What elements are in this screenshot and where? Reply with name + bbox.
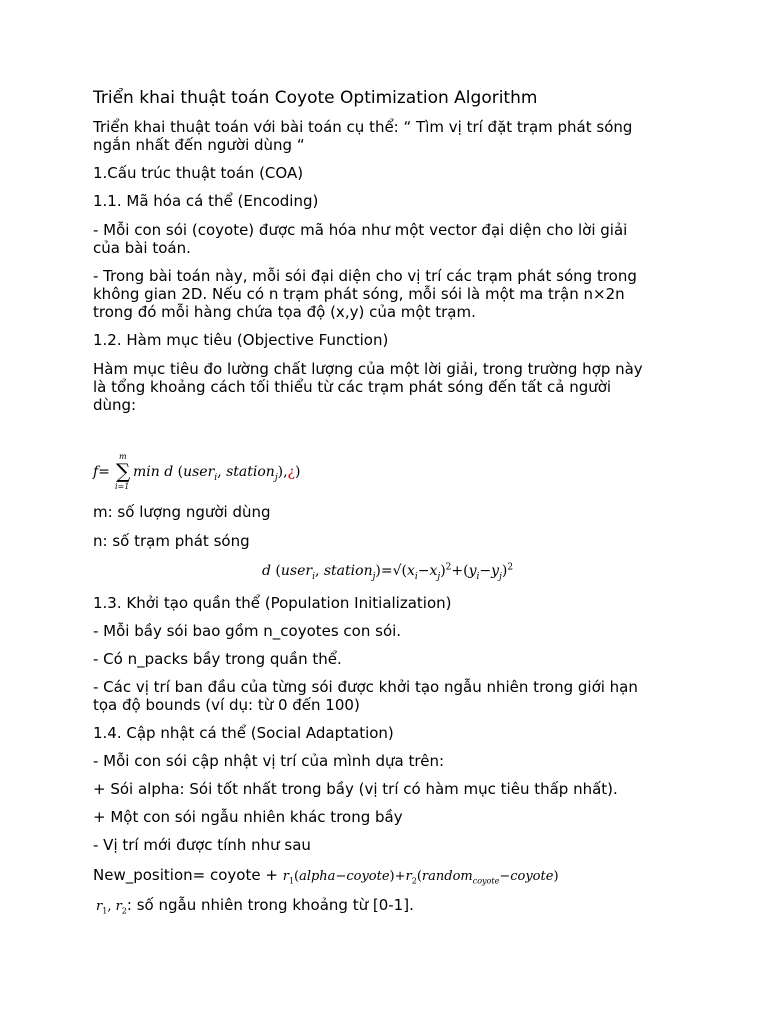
heading-1-3: 1.3. Khởi tạo quần thể (Population Initialization)	[93, 594, 452, 612]
paragraph-encoding-line-1: - Mỗi con sói (coyote) được mã hóa như một vector đại diện cho lời giải	[93, 221, 628, 239]
bullet-update: - Mỗi con sói cập nhật vị trí của mình dựa trên:	[93, 752, 445, 770]
r-definition: $r_1$, $r_2$: số ngẫu nhiên trong khoảng từ [0-1].	[96, 896, 414, 916]
bullet-random: + Một con sói ngẫu nhiên khác trong bầy	[93, 808, 403, 826]
heading-1-2: 1.2. Hàm mục tiêu (Objective Function)	[93, 331, 389, 349]
bullet-init-line-2: tọa độ bounds (ví dụ: từ 0 đến 100)	[93, 696, 360, 714]
sum-lower-limit: i=1	[115, 482, 130, 491]
bullet-init-line-1: - Các vị trí ban đầu của từng sói được khởi tạo ngẫu nhiên trong giới hạn	[93, 678, 638, 696]
heading-1-4: 1.4. Cập nhật cá thể (Social Adaptation)	[93, 724, 394, 742]
objective-function-formula	[93, 452, 413, 492]
paragraph-2d-line-2: không gian 2D. Nếu có n trạm phát sóng, mỗi sói là một ma trận n×2n	[93, 285, 625, 303]
n-definition: n: số trạm phát sóng	[93, 532, 250, 550]
formula-red-glyph: ¿	[287, 464, 296, 480]
paragraph-2d-line-1: - Trong bài toán này, mỗi sói đại diện cho vị trí các trạm phát sóng trong	[93, 267, 637, 285]
sum-upper-limit: m	[119, 452, 127, 461]
intro-line-2: ngắn nhất đến người dùng “	[93, 136, 305, 154]
intro-line-1: Triển khai thuật toán với bài toán cụ thể: “ Tìm vị trí đặt trạm phát sóng	[93, 118, 633, 136]
bullet-new-position: - Vị trí mới được tính như sau	[93, 836, 311, 854]
bullet-pack-count: - Có n_packs bầy trong quần thể.	[93, 650, 342, 668]
distance-formula: d (user$_i$, $station_j)=√(x_i-x_j)^2+(y_i-y_j)^2$	[262, 562, 514, 582]
formula-f: f=	[93, 464, 110, 480]
paragraph-objective-line-2: là tổng khoảng cách tối thiểu từ các trạm phát sóng đến tất cả người	[93, 378, 612, 396]
heading-1: 1.Cấu trúc thuật toán (COA)	[93, 164, 304, 182]
paragraph-objective-line-1: Hàm mục tiêu đo lường chất lượng của một lời giải, trong trường hợp này	[93, 360, 643, 378]
bullet-alpha: + Sói alpha: Sói tốt nhất trong bầy (vị trí có hàm mục tiêu thấp nhất).	[93, 780, 618, 798]
new-position-formula: New_position= coyote + $r_1(alpha-coyote)+r_2(random_{coyote}-coyote)$	[93, 866, 559, 886]
m-definition: m: số lượng người dùng	[93, 503, 271, 521]
heading-1-1: 1.1. Mã hóa cá thể (Encoding)	[93, 192, 319, 210]
paragraph-encoding-line-2: của bài toán.	[93, 239, 191, 257]
formula-body: min d (user$_i$, station$_j$),¿)	[133, 464, 301, 483]
document-title: Triển khai thuật toán Coyote Optimization Algorithm	[93, 88, 538, 108]
sum-sign: ∑	[116, 459, 131, 483]
bullet-pack-size: - Mỗi bầy sói bao gồm n_coyotes con sói.	[93, 622, 402, 640]
paragraph-objective-line-3: dùng:	[93, 396, 137, 414]
paragraph-2d-line-3: trong đó mỗi hàng chứa tọa độ (x,y) của một trạm.	[93, 303, 476, 321]
